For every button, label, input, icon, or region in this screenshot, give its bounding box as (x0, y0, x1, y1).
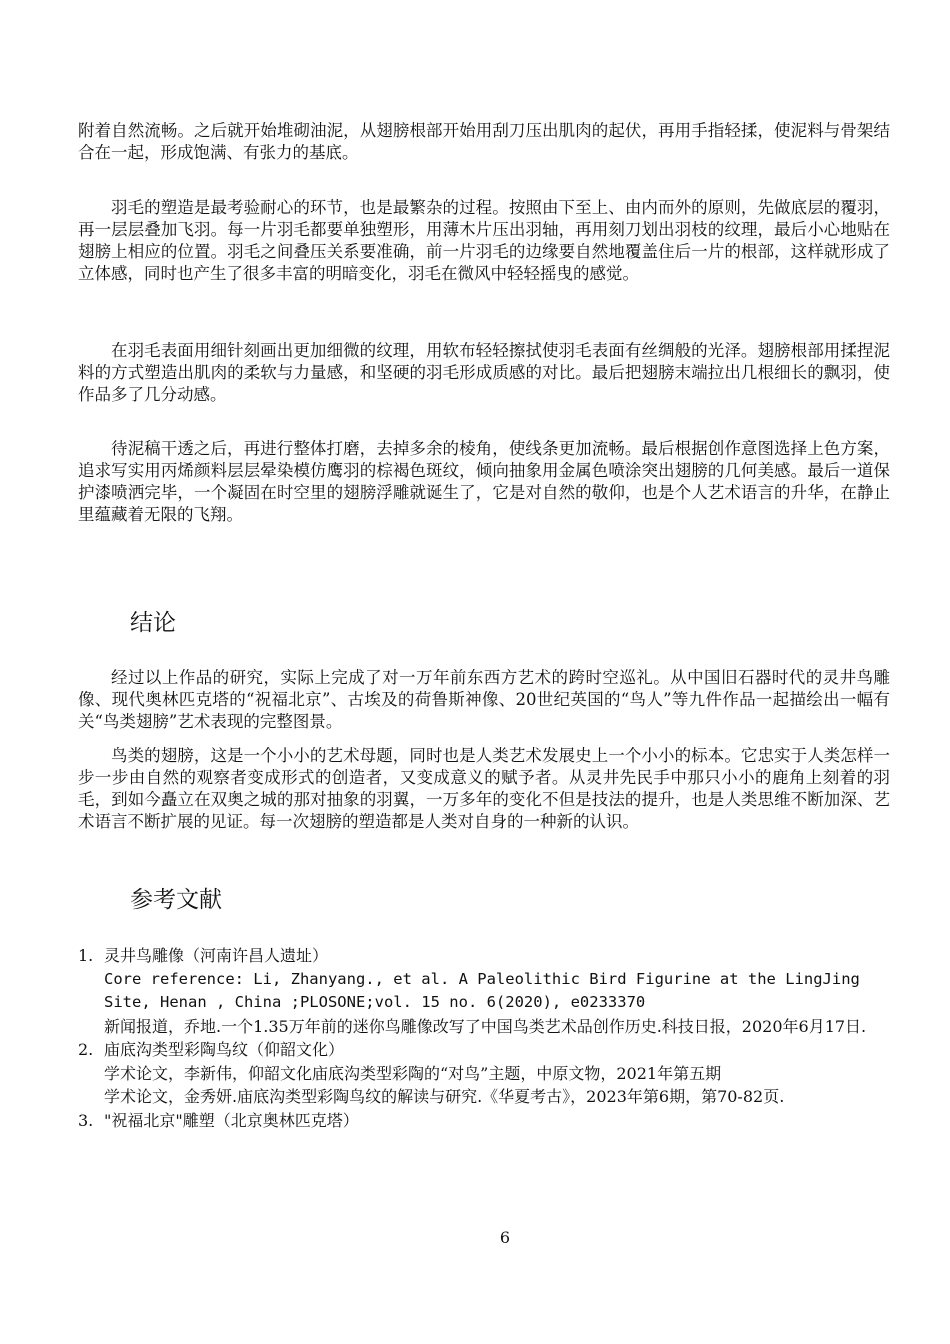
reference-citation: 新闻报道，乔地.一个1.35万年前的迷你鸟雕像改写了中国鸟类艺术品创作历史.科技日报，2020年6月17日. (104, 1016, 867, 1036)
conclusion-paragraph: 鸟类的翅膀，这是一个小小的艺术母题，同时也是人类艺术发展史上一个小小的标本。它忠实于人类怎样一步一步由自然的观察者变成形式的创造者，又变成意义的赋予者。从灵井先民手中那只小小的鹿角上刻着的羽毛，到如今矗立在双奥之城的那对抽象的羽翼，一万多年的变化不但是技法的提升，也是人类思维不断加深、艺术语言不断扩展的见证。每一次翅膀的塑造都是人类对自身的一种新的认识。 (78, 746, 890, 831)
reference-number: 3. (78, 1110, 94, 1130)
body-paragraph: 在羽毛表面用细针刻画出更加细微的纹理，用软布轻轻擦拭使羽毛表面有丝绸般的光泽。翅膀根部用揉捏泥料的方式塑造出肌肉的柔软与力量感，和坚硬的羽毛形成质感的对比。最后把翅膀末端拉出几根细长的飘羽，使作品多了几分动感。 (78, 341, 890, 404)
reference-item (78, 944, 890, 1038)
page-number: 6 (499, 1228, 511, 1247)
conclusion-heading: 结论 (130, 610, 176, 636)
reference-list (78, 944, 890, 1132)
reference-number: 2. (78, 1040, 94, 1059)
reference-item (78, 1038, 890, 1109)
references-heading: 参考文献 (130, 887, 222, 913)
body-paragraph: 附着自然流畅。之后就开始堆砌油泥，从翅膀根部开始用刮刀压出肌肉的起伏，再用手指轻揉，使泥料与骨架结合在一起，形成饱满、有张力的基底。 (78, 121, 890, 162)
conclusion-paragraph: 经过以上作品的研究，实际上完成了对一万年前东西方艺术的跨时空巡礼。从中国旧石器时代的灵井鸟雕像、现代奥林匹克塔的“祝福北京”、古埃及的荷鲁斯神像、20世纪英国的“鸟人”等九件作品一起描绘出一幅有关“鸟类翅膀”艺术表现的完整图景。 (78, 668, 890, 731)
reference-number: 1. (78, 946, 94, 965)
body-paragraph: 羽毛的塑造是最考验耐心的环节，也是最繁杂的过程。按照由下至上、由内而外的原则，先做底层的覆羽，再一层层叠加飞羽。每一片羽毛都要单独塑形，用薄木片压出羽轴，再用刻刀划出羽枝的纹理，最后小心地贴在翅膀上相应的位置。羽毛之间叠压关系要准确，前一片羽毛的边缘要自然地覆盖住后一片的根部，这样就形成了立体感，同时也产生了很多丰富的明暗变化，羽毛在微风中轻轻摇曳的感觉。 (78, 198, 890, 283)
reference-title: "祝福北京"雕塑（北京奥林匹克塔） (104, 1110, 359, 1130)
reference-item (78, 1109, 890, 1133)
reference-title: 庙底沟类型彩陶鸟纹（仰韶文化） (104, 1040, 345, 1059)
reference-title: 灵井鸟雕像（河南许昌人遗址） (104, 946, 329, 965)
reference-citation: Core reference: Li, Zhanyang., et al. A Paleolithic Bird Figurine at the LingJing Site, Henan , China ;PLOSONE;vol. 15 no. 6(2020), e0233370 (104, 969, 860, 1011)
reference-citation: 学术论文，金秀妍.庙底沟类型彩陶鸟纹的解读与研究.《华夏考古》，2023年第6期，第70-82页. (104, 1087, 785, 1106)
reference-citation: 学术论文，李新伟，仰韶文化庙底沟类型彩陶的“对鸟”主题，中原文物，2021年第五期 (104, 1063, 722, 1083)
body-paragraph: 待泥稿干透之后，再进行整体打磨，去掉多余的棱角，使线条更加流畅。最后根据创作意图选择上色方案，追求写实用丙烯颜料层层晕染模仿鹰羽的棕褐色斑纹，倾向抽象用金属色喷涂突出翅膀的几何美感。最后一道保护漆喷洒完毕，一个凝固在时空里的翅膀浮雕就诞生了，它是对自然的敬仰，也是个人艺术语言的升华，在静止里蕴藏着无限的飞翔。 (78, 439, 890, 524)
